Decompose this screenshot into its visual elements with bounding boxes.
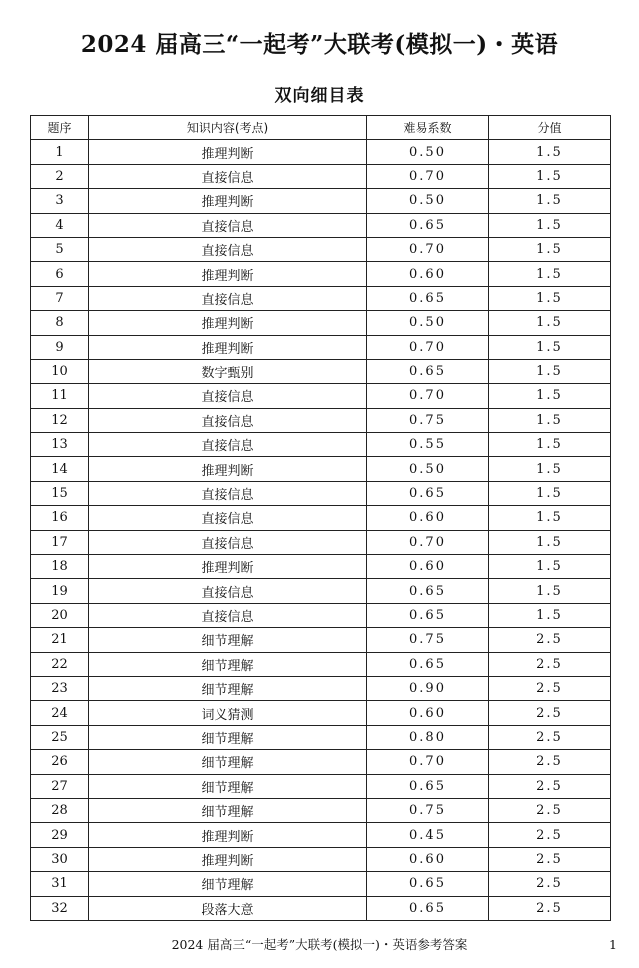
page-footer: 2024 届高三“一起考”大联考(模拟一)・英语参考答案 <box>171 937 468 952</box>
score-cell: 2.5 <box>489 823 611 847</box>
difficulty-cell: 0.65 <box>367 896 489 920</box>
score-cell: 1.5 <box>489 286 611 310</box>
question-number-cell: 29 <box>31 823 89 847</box>
table-row <box>31 140 611 164</box>
question-number-cell: 21 <box>31 628 89 652</box>
table-row <box>31 872 611 896</box>
question-number-cell: 15 <box>31 481 89 505</box>
difficulty-cell: 0.70 <box>367 384 489 408</box>
score-cell: 1.5 <box>489 213 611 237</box>
knowledge-content-cell: 细节理解 <box>89 774 367 798</box>
question-number-cell: 23 <box>31 676 89 700</box>
score-cell: 2.5 <box>489 750 611 774</box>
question-number-cell: 31 <box>31 872 89 896</box>
table-row <box>31 555 611 579</box>
table-row <box>31 457 611 481</box>
difficulty-cell: 0.60 <box>367 555 489 579</box>
table-row <box>31 530 611 554</box>
table-row <box>31 774 611 798</box>
score-cell: 1.5 <box>489 433 611 457</box>
table-row <box>31 481 611 505</box>
knowledge-content-cell: 推理判断 <box>89 311 367 335</box>
header-score: 分值 <box>489 116 611 140</box>
knowledge-content-cell: 直接信息 <box>89 603 367 627</box>
knowledge-content-cell: 直接信息 <box>89 433 367 457</box>
knowledge-content-cell: 细节理解 <box>89 750 367 774</box>
knowledge-content-cell: 直接信息 <box>89 506 367 530</box>
question-number-cell: 1 <box>31 140 89 164</box>
score-cell: 1.5 <box>489 555 611 579</box>
knowledge-content-cell: 直接信息 <box>89 384 367 408</box>
score-cell: 1.5 <box>489 335 611 359</box>
score-cell: 1.5 <box>489 237 611 261</box>
header-row <box>31 116 611 140</box>
difficulty-cell: 0.45 <box>367 823 489 847</box>
knowledge-content-cell: 细节理解 <box>89 725 367 749</box>
table-row <box>31 847 611 871</box>
question-number-cell: 24 <box>31 701 89 725</box>
specification-table <box>30 115 611 921</box>
score-cell: 1.5 <box>489 359 611 383</box>
difficulty-cell: 0.60 <box>367 262 489 286</box>
knowledge-content-cell: 直接信息 <box>89 286 367 310</box>
score-cell: 1.5 <box>489 481 611 505</box>
score-cell: 2.5 <box>489 896 611 920</box>
difficulty-cell: 0.50 <box>367 311 489 335</box>
question-number-cell: 26 <box>31 750 89 774</box>
question-number-cell: 17 <box>31 530 89 554</box>
question-number-cell: 30 <box>31 847 89 871</box>
header-knowledge-content: 知识内容(考点) <box>89 116 367 140</box>
table-row <box>31 701 611 725</box>
table-row <box>31 262 611 286</box>
knowledge-content-cell: 直接信息 <box>89 408 367 432</box>
difficulty-cell: 0.50 <box>367 457 489 481</box>
knowledge-content-cell: 推理判断 <box>89 555 367 579</box>
question-number-cell: 13 <box>31 433 89 457</box>
question-number-cell: 22 <box>31 652 89 676</box>
table-row <box>31 286 611 310</box>
difficulty-cell: 0.70 <box>367 335 489 359</box>
score-cell: 1.5 <box>489 603 611 627</box>
knowledge-content-cell: 推理判断 <box>89 262 367 286</box>
table-row <box>31 237 611 261</box>
difficulty-cell: 0.70 <box>367 237 489 261</box>
difficulty-cell: 0.65 <box>367 286 489 310</box>
table-row <box>31 213 611 237</box>
question-number-cell: 8 <box>31 311 89 335</box>
difficulty-cell: 0.60 <box>367 506 489 530</box>
question-number-cell: 7 <box>31 286 89 310</box>
knowledge-content-cell: 推理判断 <box>89 189 367 213</box>
difficulty-cell: 0.55 <box>367 433 489 457</box>
question-number-cell: 10 <box>31 359 89 383</box>
knowledge-content-cell: 词义猜测 <box>89 701 367 725</box>
page-number: 1 <box>609 937 617 952</box>
table-row <box>31 603 611 627</box>
score-cell: 1.5 <box>489 457 611 481</box>
knowledge-content-cell: 推理判断 <box>89 335 367 359</box>
question-number-cell: 27 <box>31 774 89 798</box>
knowledge-content-cell: 推理判断 <box>89 457 367 481</box>
table-row <box>31 798 611 822</box>
question-number-cell: 28 <box>31 798 89 822</box>
score-cell: 2.5 <box>489 676 611 700</box>
table-row <box>31 823 611 847</box>
table-row <box>31 189 611 213</box>
knowledge-content-cell: 数字甄别 <box>89 359 367 383</box>
knowledge-content-cell: 直接信息 <box>89 579 367 603</box>
score-cell: 2.5 <box>489 847 611 871</box>
question-number-cell: 9 <box>31 335 89 359</box>
difficulty-cell: 0.60 <box>367 701 489 725</box>
score-cell: 1.5 <box>489 140 611 164</box>
question-number-cell: 18 <box>31 555 89 579</box>
score-cell: 2.5 <box>489 774 611 798</box>
difficulty-cell: 0.65 <box>367 652 489 676</box>
question-number-cell: 25 <box>31 725 89 749</box>
table-body <box>31 140 611 921</box>
difficulty-cell: 0.70 <box>367 164 489 188</box>
difficulty-cell: 0.90 <box>367 676 489 700</box>
score-cell: 1.5 <box>489 579 611 603</box>
table-title: 双向细目表 <box>274 86 365 106</box>
table-row <box>31 311 611 335</box>
knowledge-content-cell: 直接信息 <box>89 237 367 261</box>
score-cell: 1.5 <box>489 530 611 554</box>
difficulty-cell: 0.70 <box>367 750 489 774</box>
score-cell: 1.5 <box>489 189 611 213</box>
knowledge-content-cell: 细节理解 <box>89 628 367 652</box>
difficulty-cell: 0.65 <box>367 481 489 505</box>
difficulty-cell: 0.75 <box>367 798 489 822</box>
difficulty-cell: 0.70 <box>367 530 489 554</box>
question-number-cell: 11 <box>31 384 89 408</box>
difficulty-cell: 0.65 <box>367 603 489 627</box>
knowledge-content-cell: 直接信息 <box>89 164 367 188</box>
difficulty-cell: 0.65 <box>367 872 489 896</box>
knowledge-content-cell: 细节理解 <box>89 652 367 676</box>
question-number-cell: 6 <box>31 262 89 286</box>
knowledge-content-cell: 细节理解 <box>89 872 367 896</box>
header-question-number: 题序 <box>31 116 89 140</box>
knowledge-content-cell: 推理判断 <box>89 140 367 164</box>
table-row <box>31 384 611 408</box>
knowledge-content-cell: 推理判断 <box>89 847 367 871</box>
difficulty-cell: 0.50 <box>367 140 489 164</box>
difficulty-cell: 0.75 <box>367 628 489 652</box>
difficulty-cell: 0.80 <box>367 725 489 749</box>
table-row <box>31 359 611 383</box>
knowledge-content-cell: 细节理解 <box>89 798 367 822</box>
table-header <box>31 116 611 140</box>
question-number-cell: 5 <box>31 237 89 261</box>
score-cell: 2.5 <box>489 701 611 725</box>
difficulty-cell: 0.75 <box>367 408 489 432</box>
question-number-cell: 2 <box>31 164 89 188</box>
score-cell: 1.5 <box>489 506 611 530</box>
knowledge-content-cell: 直接信息 <box>89 213 367 237</box>
score-cell: 2.5 <box>489 872 611 896</box>
document-title: 2024 届高三“一起考”大联考(模拟一)・英语 <box>80 31 559 58</box>
score-cell: 1.5 <box>489 164 611 188</box>
table-row <box>31 164 611 188</box>
question-number-cell: 12 <box>31 408 89 432</box>
header-difficulty: 难易系数 <box>367 116 489 140</box>
score-cell: 1.5 <box>489 262 611 286</box>
score-cell: 2.5 <box>489 798 611 822</box>
difficulty-cell: 0.65 <box>367 774 489 798</box>
table-row <box>31 750 611 774</box>
question-number-cell: 4 <box>31 213 89 237</box>
table-row <box>31 433 611 457</box>
score-cell: 1.5 <box>489 384 611 408</box>
difficulty-cell: 0.65 <box>367 213 489 237</box>
table-row <box>31 506 611 530</box>
knowledge-content-cell: 推理判断 <box>89 823 367 847</box>
difficulty-cell: 0.65 <box>367 579 489 603</box>
knowledge-content-cell: 直接信息 <box>89 481 367 505</box>
table-row <box>31 628 611 652</box>
question-number-cell: 32 <box>31 896 89 920</box>
table-row <box>31 335 611 359</box>
table-row <box>31 408 611 432</box>
difficulty-cell: 0.65 <box>367 359 489 383</box>
knowledge-content-cell: 段落大意 <box>89 896 367 920</box>
score-cell: 1.5 <box>489 408 611 432</box>
knowledge-content-cell: 细节理解 <box>89 676 367 700</box>
question-number-cell: 20 <box>31 603 89 627</box>
difficulty-cell: 0.50 <box>367 189 489 213</box>
table-row <box>31 725 611 749</box>
score-cell: 2.5 <box>489 652 611 676</box>
question-number-cell: 14 <box>31 457 89 481</box>
question-number-cell: 3 <box>31 189 89 213</box>
question-number-cell: 16 <box>31 506 89 530</box>
difficulty-cell: 0.60 <box>367 847 489 871</box>
score-cell: 2.5 <box>489 725 611 749</box>
table-row <box>31 652 611 676</box>
table-row <box>31 896 611 920</box>
table-row <box>31 579 611 603</box>
table-row <box>31 676 611 700</box>
knowledge-content-cell: 直接信息 <box>89 530 367 554</box>
score-cell: 2.5 <box>489 628 611 652</box>
question-number-cell: 19 <box>31 579 89 603</box>
score-cell: 1.5 <box>489 311 611 335</box>
